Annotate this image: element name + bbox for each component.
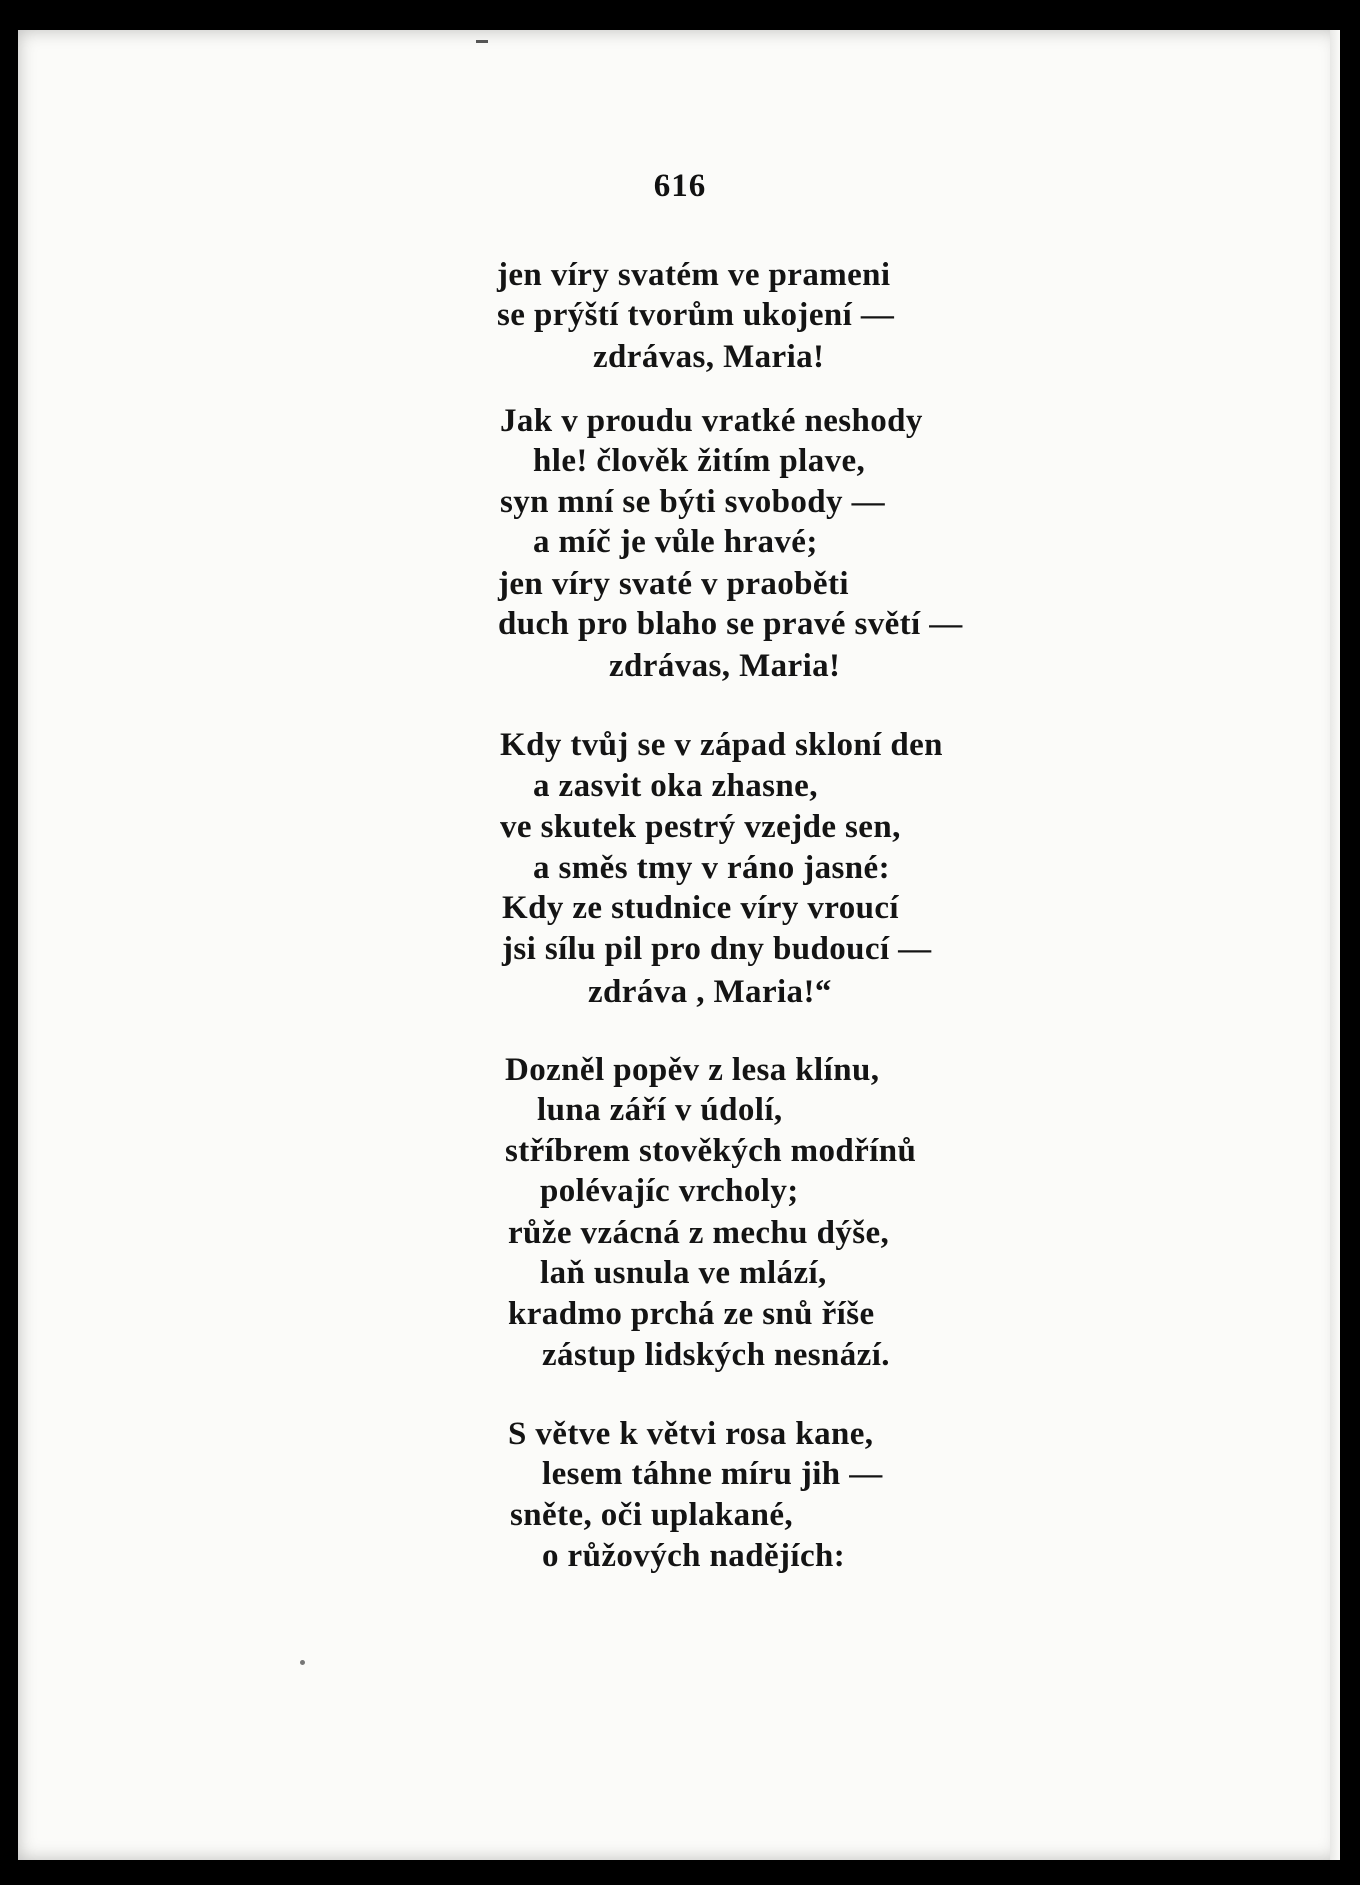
poem-line: S větve k větvi rosa kane, <box>508 1416 874 1452</box>
poem-line: laň usnula ve mlází, <box>540 1255 827 1291</box>
poem-line: luna září v údolí, <box>537 1092 783 1128</box>
scan-mark <box>476 40 488 43</box>
poem-line: se prýští tvorům ukojení — <box>497 297 895 333</box>
page-edge-shadow <box>1330 30 1340 1860</box>
poem-line: sněte, oči uplakané, <box>510 1497 794 1533</box>
poem-line: jen víry svatém ve prameni <box>497 257 891 293</box>
poem-line: zástup lidských nesnází. <box>542 1337 890 1373</box>
poem-line: růže vzácná z mechu dýše, <box>508 1215 890 1251</box>
poem-line: o růžových nadějích: <box>542 1538 846 1574</box>
poem-line: Jak v proudu vratké neshody <box>500 403 923 439</box>
poem-line: zdrávas, Maria! <box>609 648 841 684</box>
poem-line: duch pro blaho se pravé světí — <box>498 606 963 642</box>
poem-line: hle! člověk žitím plave, <box>533 443 866 479</box>
poem-line: Kdy tvůj se v západ skloní den <box>500 727 943 763</box>
poem-line: a zasvit oka zhasne, <box>533 768 818 804</box>
poem-line: zdráva , Maria!“ <box>588 974 832 1010</box>
poem-line: syn mní se býti svobody — <box>500 484 886 520</box>
poem-line: jen víry svaté v praoběti <box>498 566 849 602</box>
poem-line: ve skutek pestrý vzejde sen, <box>500 809 901 845</box>
poem-line: zdrávas, Maria! <box>593 339 825 375</box>
poem-line: polévajíc vrcholy; <box>540 1173 799 1209</box>
poem-line: lesem táhne míru jih — <box>542 1456 883 1492</box>
poem-line: stříbrem stověkých modřínů <box>505 1133 917 1169</box>
poem-line: kradmo prchá ze snů říše <box>508 1296 875 1332</box>
poem-line: Dozněl popěv z lesa klínu, <box>505 1052 880 1088</box>
page-number: 616 <box>653 168 707 204</box>
poem-line: a směs tmy v ráno jasné: <box>533 850 890 886</box>
poem-line: jsi sílu pil pro dny budoucí — <box>502 931 932 967</box>
poem-line: Kdy ze studnice víry vroucí <box>502 890 900 926</box>
poem-line: a míč je vůle hravé; <box>533 524 818 560</box>
paper-speck <box>300 1660 305 1665</box>
